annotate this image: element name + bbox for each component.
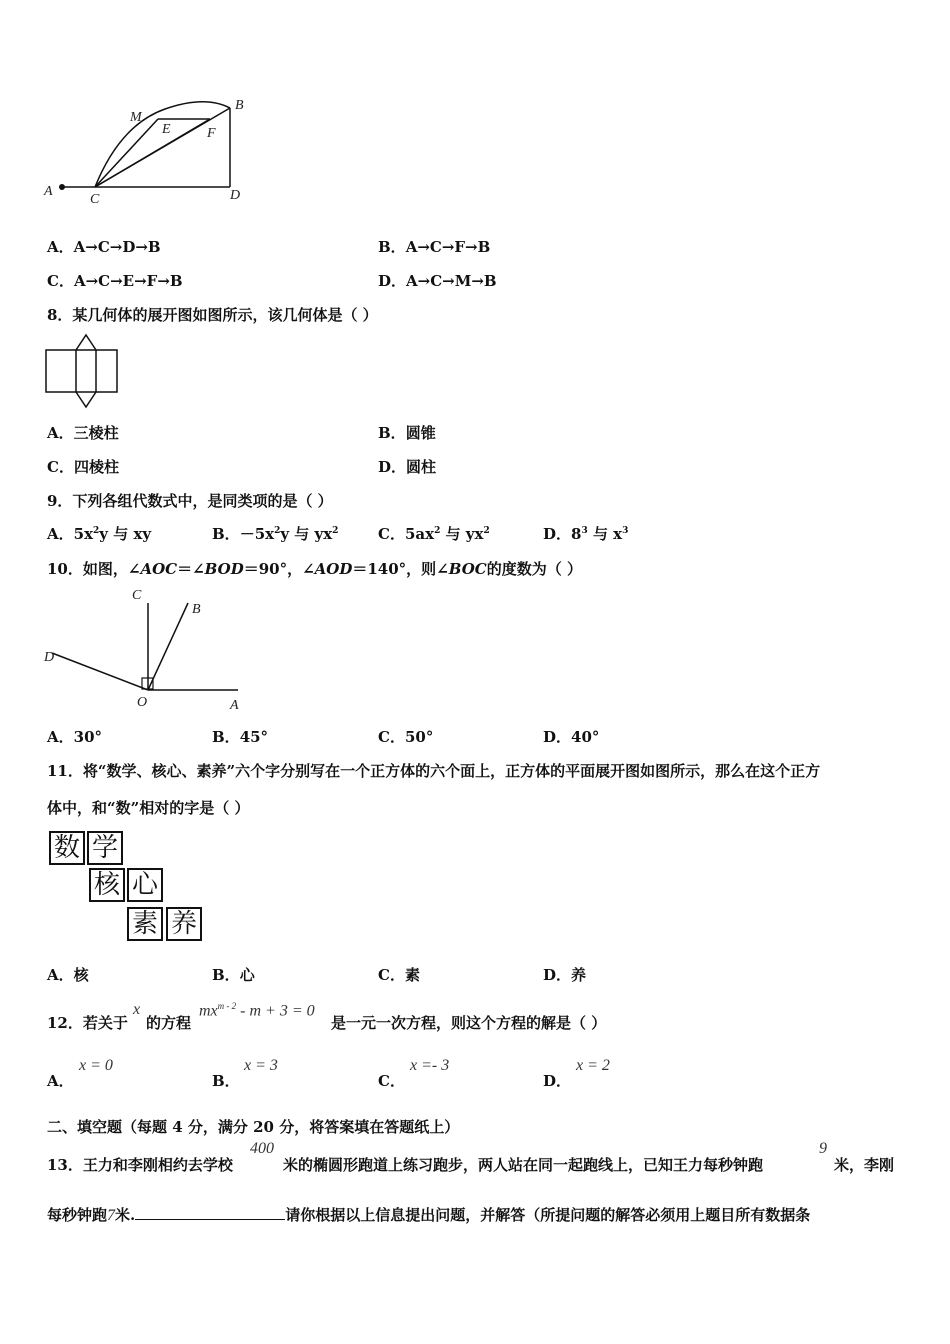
q13-number-7: 7 bbox=[107, 1207, 116, 1224]
q7-option-d[interactable]: D．A→C→M→B bbox=[378, 272, 497, 290]
fig10-label-c: C bbox=[132, 588, 142, 603]
q10-angle-figure bbox=[40, 585, 250, 715]
q9-option-b[interactable]: B．$-5x^2y$ 与 $yx^2$ bbox=[212, 525, 339, 543]
q8-stem: 8．某几何体的展开图如图所示，该几何体是（ ） bbox=[47, 306, 378, 324]
fig7-label-b: B bbox=[235, 98, 244, 113]
q9-stem: 9．下列各组代数式中，是同类项的是（ ） bbox=[47, 492, 333, 510]
q12-stem-pre: 12．若关于 bbox=[47, 1014, 128, 1032]
fig10-label-b: B bbox=[192, 602, 201, 617]
q11-option-a[interactable]: A．核 bbox=[47, 966, 89, 984]
fig7-label-c: C bbox=[90, 192, 100, 207]
q12-option-b-letter[interactable]: B． bbox=[212, 1072, 240, 1090]
q8-option-a[interactable]: A．三棱柱 bbox=[47, 424, 119, 442]
fig10-label-d: D bbox=[44, 650, 55, 665]
q8-option-c[interactable]: C．四棱柱 bbox=[47, 458, 119, 476]
q12-stem-post: 是一元一次方程，则这个方程的解是（ ） bbox=[331, 1014, 607, 1032]
section2-title: 二、填空题（每题 4 分，满分 20 分，将答案填在答题纸上） bbox=[47, 1118, 460, 1136]
q13-number-400: 400 bbox=[250, 1140, 274, 1157]
q13-text-a: 13．王力和李刚相约去学校 bbox=[47, 1156, 233, 1174]
net-cell-shu: 数 bbox=[49, 831, 85, 865]
q7-figure bbox=[40, 95, 260, 210]
q13-text-b: 米的椭圆形跑道上练习跑步，两人站在同一起跑线上，已知王力每秒钟跑 bbox=[283, 1156, 764, 1174]
q12-option-a-letter[interactable]: A． bbox=[47, 1072, 74, 1090]
q10-option-a[interactable]: A．30° bbox=[47, 728, 103, 746]
q12-option-a-value[interactable]: x = 0 bbox=[79, 1057, 113, 1074]
net-cell-xin: 心 bbox=[127, 868, 163, 902]
q11-cube-net bbox=[49, 831, 209, 946]
q12-option-b-value[interactable]: x = 3 bbox=[244, 1057, 278, 1074]
q13-answer-blank[interactable] bbox=[135, 1205, 285, 1220]
fig7-label-a: A bbox=[44, 184, 53, 199]
q12-option-d-letter[interactable]: D． bbox=[543, 1072, 572, 1090]
q8-option-b[interactable]: B．圆锥 bbox=[378, 424, 436, 442]
q9-option-d[interactable]: D．$8^3$ 与 $x^3$ bbox=[543, 525, 629, 543]
net-cell-xue: 学 bbox=[87, 831, 123, 865]
q10-option-c[interactable]: C．50° bbox=[378, 728, 434, 746]
q12-equation: $mx^{m - 2} - m + 3 = 0$ bbox=[199, 1001, 315, 1020]
q9-option-c[interactable]: C．$5ax^2$ 与 $yx^2$ bbox=[378, 525, 490, 543]
q12-stem-mid: 的方程 bbox=[146, 1014, 192, 1032]
q12-option-d-value[interactable]: x = 2 bbox=[576, 1057, 610, 1074]
q13-line2: 每秒钟跑7米. 请你根据以上信息提出问题，并解答（所提问题的解答必须用上题目所有数据条 bbox=[47, 1206, 811, 1224]
q11-option-b[interactable]: B．心 bbox=[212, 966, 255, 984]
net-cell-su: 素 bbox=[127, 907, 163, 941]
q12-option-c-letter[interactable]: C． bbox=[378, 1072, 405, 1090]
q11-stem-line2: 体中，和“数”相对的字是（ ） bbox=[47, 799, 250, 817]
q11-stem-line1: 11．将“数学、核心、素养”六个字分别写在一个正方体的六个面上，正方体的平面展开图如图所示，那么在这个正方 bbox=[47, 762, 821, 780]
q13-text-c: 米，李刚 bbox=[834, 1156, 895, 1174]
q9-option-a[interactable]: A．$5x^2y$ 与 xy bbox=[47, 525, 152, 543]
q8-option-d[interactable]: D．圆柱 bbox=[378, 458, 437, 476]
q8-net-figure bbox=[44, 333, 124, 411]
fig7-label-d: D bbox=[230, 188, 241, 203]
fig7-label-m: M bbox=[130, 110, 142, 125]
q11-option-c[interactable]: C．素 bbox=[378, 966, 420, 984]
fig10-label-o: O bbox=[137, 695, 148, 710]
net-cell-he: 核 bbox=[89, 868, 125, 902]
q10-option-d[interactable]: D．40° bbox=[543, 728, 600, 746]
fig7-label-e: E bbox=[162, 122, 171, 137]
q13-number-9: 9 bbox=[819, 1140, 827, 1157]
q7-option-a[interactable]: A．A→C→D→B bbox=[47, 238, 161, 256]
q11-option-d[interactable]: D．养 bbox=[543, 966, 587, 984]
fig10-label-a: A bbox=[230, 698, 239, 713]
q12-var-x: x bbox=[133, 1001, 141, 1018]
q7-option-c[interactable]: C．A→C→E→F→B bbox=[47, 272, 183, 290]
net-cell-yang: 养 bbox=[166, 907, 202, 941]
q10-option-b[interactable]: B．45° bbox=[212, 728, 269, 746]
q7-option-b[interactable]: B．A→C→F→B bbox=[378, 238, 491, 256]
q12-option-c-value[interactable]: x =- 3 bbox=[410, 1057, 450, 1074]
q10-stem: 10．如图，∠AOC＝∠BOD＝90°，∠AOD＝140°，则∠BOC的度数为（ ） bbox=[47, 560, 582, 578]
fig7-label-f: F bbox=[207, 126, 216, 141]
